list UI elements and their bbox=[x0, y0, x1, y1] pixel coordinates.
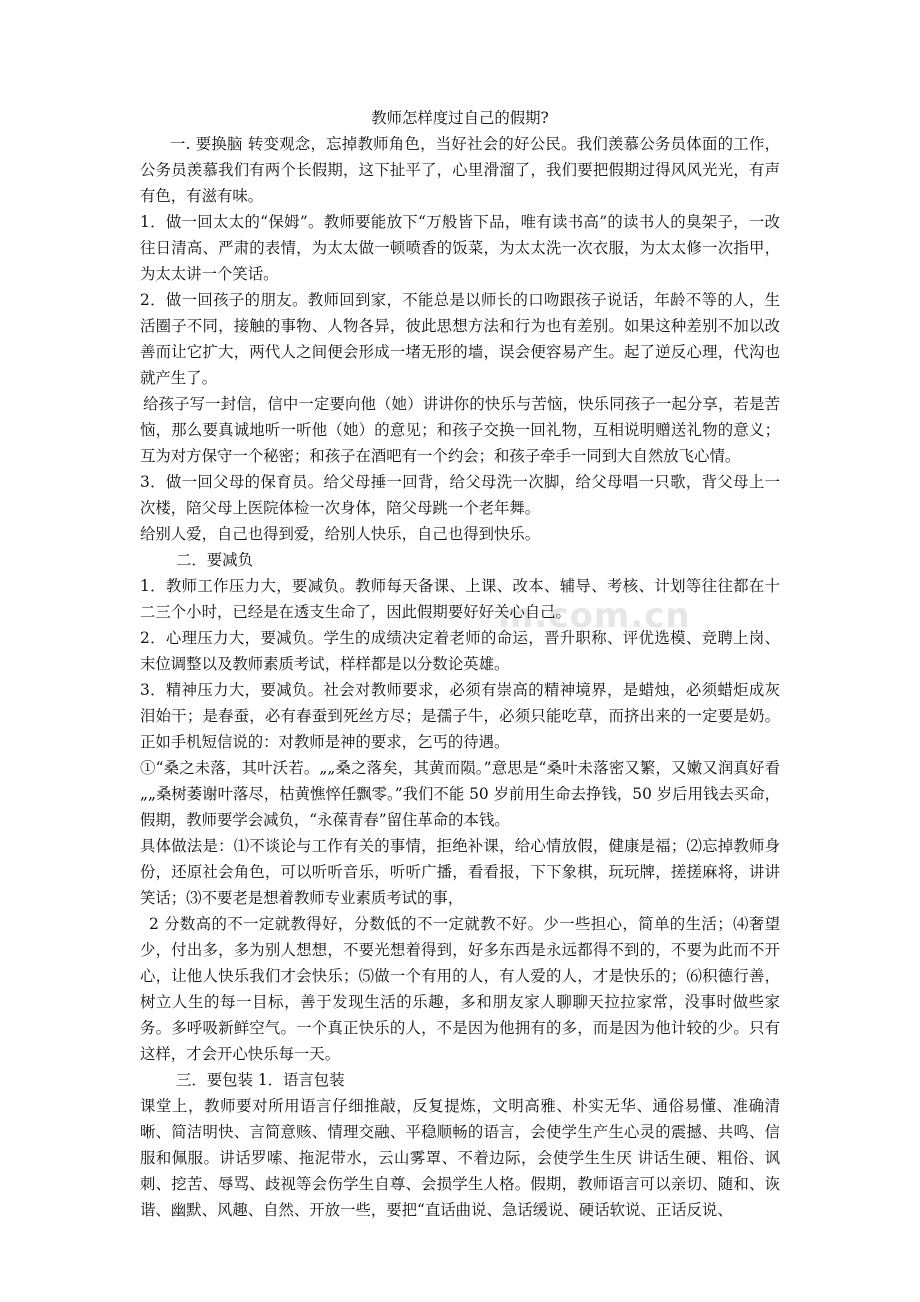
paragraph-section-1-intro: 一. 要换脑 转变观念，忘掉教师角色，当好社会的好公民。我们羡慕公务员体面的工作，公务员羡慕我们有两个长假期，这下扯平了，心里滑溜了，我们要把假期过得风风光光，有声有色，有滋有味。 bbox=[140, 135, 780, 205]
paragraph-item-1-1: 1．做一回太太的“保姆”。教师要能放下“万般皆下品，唯有读书高”的读书人的臭架子，一改往日清高、严肃的表情，为太太做一顿喷香的饭菜，为太太洗一次衣服，为太太修一次指甲，为太太讲一个笑话。 bbox=[140, 213, 780, 283]
paragraph-language-packaging: 课堂上，教师要对所用语言仔细推敲，反复提炼，文明高雅、朴实无华、通俗易懂、准确清晰、简洁明快、言简意赅、情理交融、平稳顺畅的语言，会使学生产生心灵的震撼、共鸣、信服和佩服。讲话罗嗦、拖泥带水，云山雾罩、不着边际，会使学生生厌 讲话生硬、粗俗、讽刺、挖苦、辱骂、歧视等会伤学生自尊、会损学生人格。假期，教师语言可以亲切、随和、诙谐、幽默、风趣、自然、开放一些，要把“直话曲说、急话缓说、硬话软说、正话反说、 bbox=[140, 1097, 780, 1219]
paragraph-give-love: 给别人爱，自己也得到爱，给别人快乐，自己也得到快乐。 bbox=[140, 525, 541, 543]
section-heading-2: 二．要减负 bbox=[176, 551, 253, 569]
paragraph-item-1-2: 2．做一回孩子的朋友。教师回到家，不能总是以师长的口吻跟孩子说话，年龄不等的人，生活圈子不同，接触的事物、人物各异，彼此思想方法和行为也有差别。如果这种差别不加以改善而让它扩大，两代人之间便会形成一堵无形的墙，误会便容易产生。起了逆反心理，代沟也就产生了。 bbox=[140, 291, 780, 387]
paragraph-item-2-1: 1．教师工作压力大，要减负。教师每天备课、上课、改本、辅导、考核、计划等往往都在十二三个小时，已经是在透支生命了，因此假期要好好关心自己。 bbox=[140, 577, 780, 621]
paragraph-methods: 具体做法是：⑴不谈论与工作有关的事情，拒绝补课，给心情放假，健康是福；⑵忘掉教师身份，还原社会角色，可以听听音乐，听听广播，看看报，下下象棋，玩玩牌，搓搓麻将，讲讲笑话；⑶不要老是想着教师专业素质考试的事， bbox=[140, 837, 780, 907]
paragraph-item-2-3: 3．精神压力大，要减负。社会对教师要求，必须有崇高的精神境界，是蜡烛，必须蜡炬成灰泪始干；是春蚕，必有春蚕到死丝方尽；是孺子牛，必须只能吃草，而挤出来的一定要是奶。正如手机短信说的：对教师是神的要求，乞丐的待遇。 bbox=[140, 681, 780, 751]
paragraph-item-2-2: 2．心理压力大，要减负。学生的成绩决定着老师的命运，晋升职称、评优选模、竞聘上岗、末位调整以及教师素质考试，样样都是以分数论英雄。 bbox=[140, 629, 780, 673]
paragraph-poem-quote: ①“桑之未落，其叶沃若。„„桑之落矣，其黄而陨。”意思是“桑叶未落密又繁，又嫩又润真好看„„桑树萎谢叶落尽，枯黄憔悴任飘零。”我们不能 50 岁前用生命去挣钱，50 岁后用钱去买命，假期，教师要学会减负，“永葆青春”留住革命的本钱。 bbox=[140, 759, 780, 829]
watermark: m.com.cn bbox=[498, 596, 691, 636]
paragraph-item-1-3: 3．做一回父母的保育员。给父母捶一回背，给父母洗一次脚，给父母唱一只歌，背父母上一次楼，陪父母上医院体检一次身体，陪父母跳一个老年舞。 bbox=[140, 473, 780, 517]
document-title: 教师怎样度过自己的假期? bbox=[371, 109, 549, 127]
section-heading-3: 三．要包装 1．语言包装 bbox=[176, 1071, 345, 1089]
paragraph-letter-to-child: 给孩子写一封信，信中一定要向他（她）讲讲你的快乐与苦恼，快乐同孩子一起分享，若是苦恼，那么要真诚地听一听他（她）的意见；和孩子交换一回礼物，互相说明赠送礼物的意义；互为对方保守一个秘密；和孩子在酒吧有一个约会；和孩子牵手一同到大自然放飞心情。 bbox=[140, 395, 780, 465]
document-page bbox=[140, 105, 780, 1223]
paragraph-scores: 2 分数高的不一定就教得好，分数低的不一定就教不好。少一些担心，简单的生活；⑷奢望少，付出多，多为别人想想，不要光想着得到，好多东西是永远都得不到的，不要为此而不开心，让他人快乐我们才会快乐；⑸做一个有用的人，有人爱的人，才是快乐的；⑹积德行善，树立人生的每一目标，善于发现生活的乐趣，多和朋友家人聊聊天拉拉家常，没事时做些家务。多呼吸新鲜空气。一个真正快乐的人，不是因为他拥有的多，而是因为他计较的少。只有这样，才会开心快乐每一天。 bbox=[140, 915, 780, 1063]
